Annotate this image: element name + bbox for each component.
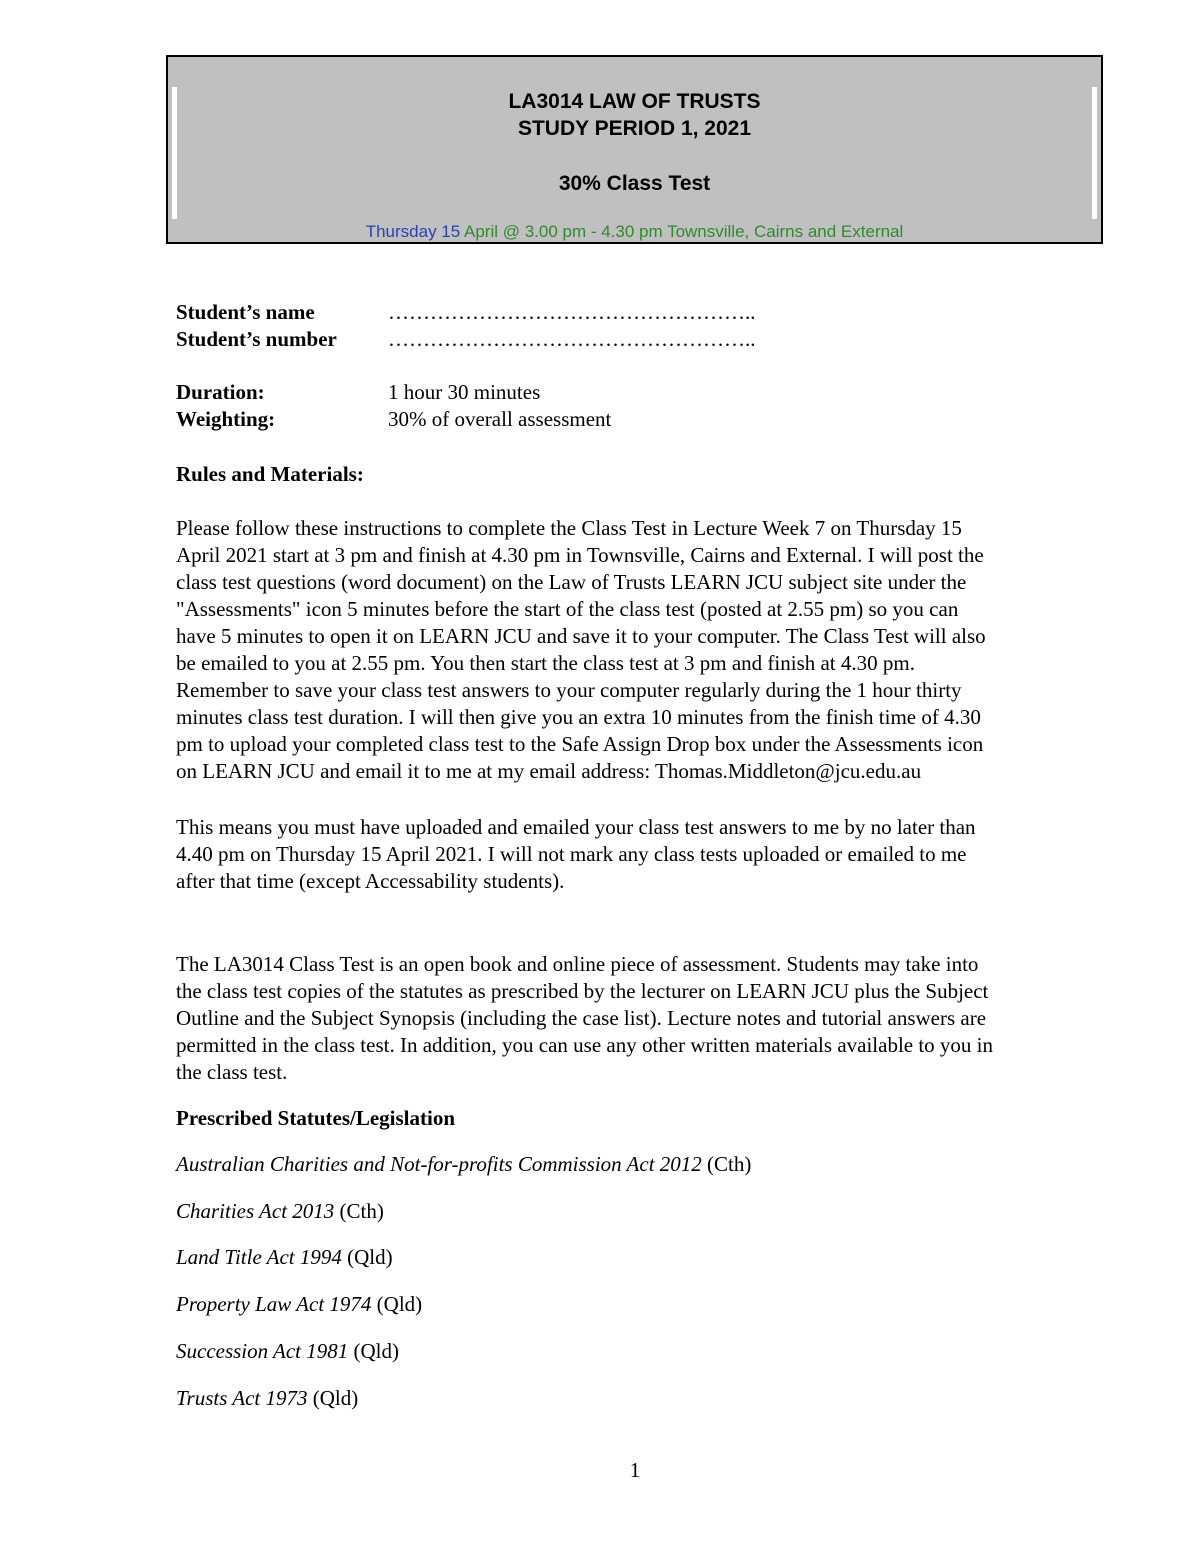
student-name-blank: …………………………………………….. xyxy=(388,300,756,324)
student-number-blank: …………………………………………….. xyxy=(388,327,756,351)
paragraph-line: 4.40 pm on Thursday 15 April 2021. I will not mark any class tests uploaded or emailed to me xyxy=(176,842,967,866)
statute-jurisdiction: (Cth) xyxy=(334,1199,384,1223)
statute-item xyxy=(176,1292,422,1317)
statute-title: Australian Charities and Not-for-profits Commission Act 2012 xyxy=(176,1152,702,1176)
paragraph-line: "Assessments" icon 5 minutes before the start of the class test (posted at 2.55 pm) so you can xyxy=(176,597,959,621)
statute-title: Succession Act 1981 xyxy=(176,1339,349,1363)
statute-jurisdiction: (Qld) xyxy=(371,1292,423,1316)
statute-item xyxy=(176,1245,393,1270)
student-name-label: Student’s name xyxy=(176,300,315,324)
open-book-paragraph xyxy=(176,951,1106,1086)
statute-jurisdiction: (Qld) xyxy=(307,1386,359,1410)
deadline-paragraph xyxy=(176,814,1106,895)
paragraph-line: This means you must have uploaded and emailed your class test answers to me by no later than xyxy=(176,815,976,839)
paragraph-line: Outline and the Subject Synopsis (including the case list). Lecture notes and tutorial answers are xyxy=(176,1006,987,1030)
statute-jurisdiction: (Qld) xyxy=(341,1245,393,1269)
instructions-paragraph xyxy=(176,515,1106,785)
statute-item xyxy=(176,1152,751,1177)
paragraph-line: have 5 minutes to open it on LEARN JCU and save it to your computer. The Class Test will also xyxy=(176,624,986,648)
weighting-value: 30% of overall assessment xyxy=(388,407,612,431)
course-title: LA3014 LAW OF TRUSTS xyxy=(508,90,761,113)
test-schedule xyxy=(168,222,1101,242)
schedule-time-location: April @ 3.00 pm - 4.30 pm Townsville, Cairns and External xyxy=(463,222,904,241)
page-number: 1 xyxy=(629,1458,641,1482)
paragraph-line: the class test copies of the statutes as prescribed by the lecturer on LEARN JCU plus the Subject xyxy=(176,979,989,1003)
schedule-day: Thursday 15 xyxy=(365,222,464,241)
duration-row xyxy=(176,380,540,405)
weighting-label: Weighting: xyxy=(176,407,276,431)
statute-jurisdiction: (Cth) xyxy=(701,1152,752,1176)
statute-title: Property Law Act 1974 xyxy=(176,1292,372,1316)
statute-item xyxy=(176,1199,384,1224)
student-number-row xyxy=(176,327,756,352)
duration-label: Duration: xyxy=(176,380,265,404)
rules-heading: Rules and Materials: xyxy=(176,462,364,486)
duration-value: 1 hour 30 minutes xyxy=(388,380,541,404)
header-box xyxy=(166,55,1103,244)
study-period: STUDY PERIOD 1, 2021 xyxy=(517,117,752,140)
paragraph-line: the class test. xyxy=(176,1060,288,1084)
paragraph-line: permitted in the class test. In addition, you can use any other written materials available to you in xyxy=(176,1033,994,1057)
paragraph-line: Please follow these instructions to complete the Class Test in Lecture Week 7 on Thursday 15 xyxy=(176,516,962,540)
test-title: 30% Class Test xyxy=(558,172,711,195)
paragraph-line: Remember to save your class test answers to your computer regularly during the 1 hour thirty xyxy=(176,678,962,702)
weighting-row xyxy=(176,407,611,432)
statute-jurisdiction: (Qld) xyxy=(348,1339,399,1363)
paragraph-line: on LEARN JCU and email it to me at my email address: Thomas.Middleton@jcu.edu.au xyxy=(176,759,922,783)
student-name-row xyxy=(176,300,756,325)
paragraph-line: The LA3014 Class Test is an open book and online piece of assessment. Students may take into xyxy=(176,952,979,976)
paragraph-line: pm to upload your completed class test to the Safe Assign Drop box under the Assessments icon xyxy=(176,732,984,756)
student-number-label: Student’s number xyxy=(176,327,337,351)
statutes-heading: Prescribed Statutes/Legislation xyxy=(176,1106,456,1130)
statute-title: Trusts Act 1973 xyxy=(176,1386,308,1410)
statute-title: Land Title Act 1994 xyxy=(176,1245,342,1269)
statute-title: Charities Act 2013 xyxy=(176,1199,335,1223)
statute-item xyxy=(176,1339,399,1364)
paragraph-line: minutes class test duration. I will then give you an extra 10 minutes from the finish time of 4.30 xyxy=(176,705,981,729)
statute-item xyxy=(176,1386,358,1411)
paragraph-line: be emailed to you at 2.55 pm. You then start the class test at 3 pm and finish at 4.30 pm. xyxy=(176,651,915,675)
paragraph-line: after that time (except Accessability students). xyxy=(176,869,565,893)
paragraph-line: April 2021 start at 3 pm and finish at 4.30 pm in Townsville, Cairns and External. I will post the xyxy=(176,543,984,567)
paragraph-line: class test questions (word document) on the Law of Trusts LEARN JCU subject site under the xyxy=(176,570,967,594)
